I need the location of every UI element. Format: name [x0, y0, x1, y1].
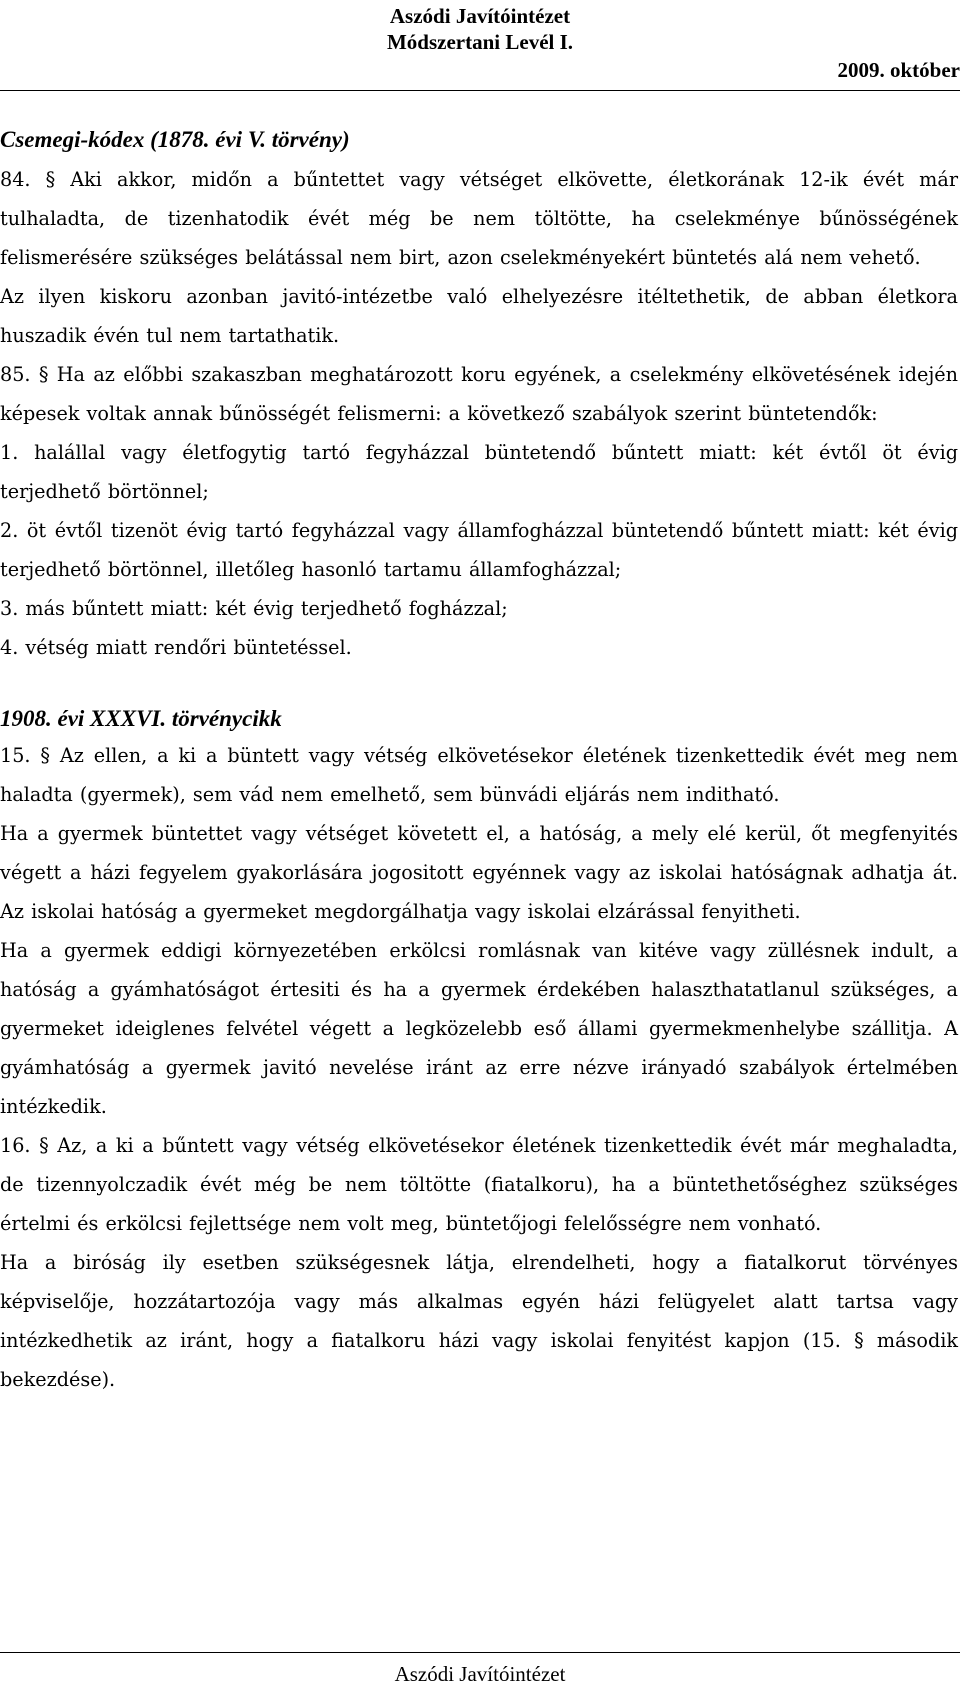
page-header: [0, 0, 960, 120]
header-institute: Aszódi Javítóintézet: [389, 4, 571, 28]
paragraph: Ha a gyermek büntettet vagy vétséget követett el, a hatóság, a mely elé kerül, őt megfenyités végett a házi fegyelem gyakorlására jogositott egyénnek vagy az iskolai hatóságnak adhatja át. Az iskolai hatóság a gyermeket megdorgálhatja vagy iskolai elzárással fenyitheti.: [0, 822, 958, 923]
paragraph: 84. § Aki akkor, midőn a bűntettet vagy vétséget elkövette, életkorának 12-ik évét már tulhaladta, de tizenhatodik évét még be nem töltötte, ha cselekménye bűnösségének felismerésére szükséges belátással nem birt, azon cselekményekért büntetés alá nem vehető.: [0, 168, 958, 269]
footer-institute: Aszódi Javítóintézet: [394, 1662, 566, 1686]
paragraph: Ha a biróság ily esetben szükségesnek látja, elrendelheti, hogy a fiatalkorut törvényes képviselője, hozzátartozója vagy más alkalmas egyén házi felügyelet alatt tartsa vagy intézkedhetik az iránt, hogy a fiatalkoru házi vagy iskolai fenyitést kapjon (15. § második bekezdése).: [0, 1251, 958, 1391]
document-body: [0, 126, 958, 1399]
list-item: 3. más bűntett miatt: két évig terjedhető fogházzal;: [0, 597, 508, 620]
section-title: Csemegi-kódex (1878. évi V. törvény): [0, 127, 350, 152]
section-title: 1908. évi XXXVI. törvénycikk: [0, 706, 282, 731]
section-1908-torvenycikk: [0, 705, 958, 1399]
footer-divider: [0, 1652, 960, 1653]
paragraph: 16. § Az, a ki a bűntett vagy vétség elkövetésekor életének tizenkettedik évét már meghaladta, de tizennyolczadik évét még be nem töltötte (fiatalkoru), ha a büntethetőséghez szükséges értelmi és erkölcsi fejlettsége nem volt meg, büntetőjogi felelősségre nem vonható.: [0, 1134, 958, 1235]
section-csemegi-kodex: [0, 126, 958, 667]
paragraph: 15. § Az ellen, a ki a büntett vagy vétség elkövetésekor életének tizenkettedik évét meg nem haladta (gyermek), sem vád nem emelhető, sem bünvádi eljárás nem inditható.: [0, 744, 958, 806]
list-item: 1. halállal vagy életfogytig tartó fegyházzal büntetendő bűntett miatt: két évtől öt évig terjedhető börtönnel;: [0, 441, 958, 503]
paragraph: Az ilyen kiskoru azonban javitó-intézetbe való elhelyezésre itéltethetik, de abban életkora huszadik évén tul nem tartathatik.: [0, 285, 958, 347]
paragraph: Ha a gyermek eddigi környezetében erkölcsi romlásnak van kitéve vagy züllésnek indult, a hatóság a gyámhatóságot értesiti és ha a gyermek érdekében halaszthatatlanul szükséges, a gyermeket ideiglenes felvétel végett a legközelebb eső állami gyermekmenhelybe szállitja. A gyámhatóság a gyermek javitó nevelése iránt az erre nézve irányadó szabályok értelmében intézkedik.: [0, 939, 958, 1118]
header-date: 2009. október: [837, 58, 960, 82]
paragraph: 85. § Ha az előbbi szakaszban meghatározott koru egyének, a cselekmény elkövetésének idején képesek voltak annak bűnösségét felismerni: a következő szabályok szerint büntetendők:: [0, 363, 958, 425]
header-divider: [0, 90, 960, 91]
list-item: 2. öt évtől tizenöt évig tartó fegyházzal vagy államfogházzal büntetendő bűntett miatt: két évig terjedhető börtönnel, illetőleg hasonló tartamu államfogházzal;: [0, 519, 958, 581]
header-letter-title: Módszertani Levél I.: [386, 30, 574, 54]
list-item: 4. vétség miatt rendőri büntetéssel.: [0, 636, 352, 659]
